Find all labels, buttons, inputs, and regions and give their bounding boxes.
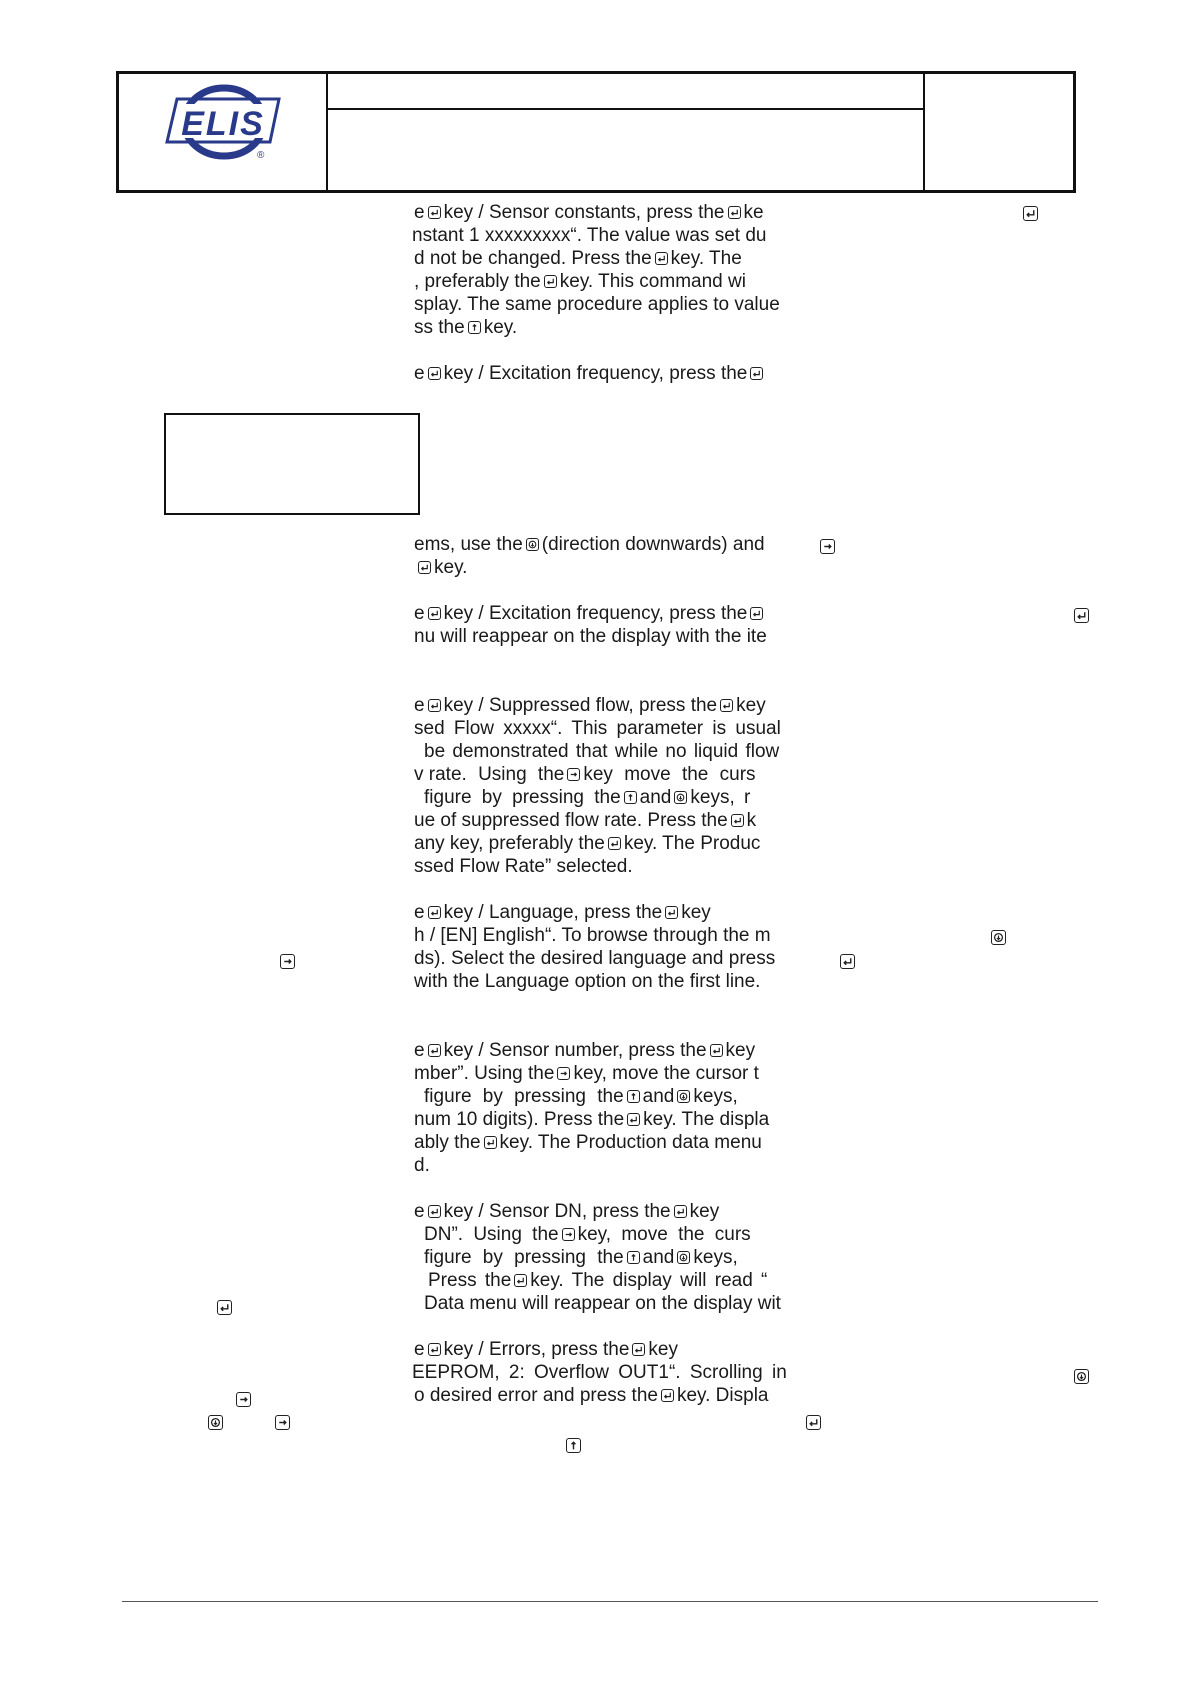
line-p1-5 <box>414 294 780 316</box>
p3-text-1b: (direction downwards) and <box>541 534 765 555</box>
down-arrow-key-icon <box>208 1415 223 1430</box>
p4-text-2: nu will reappear on the display with the ite <box>414 626 767 647</box>
p1-text-2: nstant 1 xxxxxxxxx“. The value was set du <box>412 225 767 246</box>
p7-text-1b: key <box>725 1040 756 1061</box>
line-p8-2 <box>424 1224 751 1246</box>
logo-cell <box>119 74 328 190</box>
line-p7-2 <box>414 1063 759 1085</box>
enter-key-icon <box>750 607 763 620</box>
up-arrow-key-icon <box>624 791 637 804</box>
p8-text-5: Data menu will reappear on the display wit <box>424 1293 781 1314</box>
p8-text-3: figure by pressing the <box>424 1247 624 1268</box>
p5-text-4b: key move the curs <box>583 764 756 785</box>
p3-text-2: key. <box>434 557 468 578</box>
enter-key-icon <box>418 561 431 574</box>
line-p6-3 <box>414 948 775 970</box>
p6-text-1b: key <box>681 902 711 923</box>
p1-text-6b: key. <box>483 317 518 338</box>
p7-text-3: figure by pressing the <box>424 1086 624 1107</box>
p9-text-2: EEPROM, 2: Overflow OUT1“. Scrolling in <box>412 1362 787 1383</box>
enter-key-icon <box>720 699 733 712</box>
enter-key-icon <box>1074 608 1089 623</box>
p6-text-3: ds). Select the desired language and press <box>414 948 776 969</box>
page-info-cell <box>925 74 1073 190</box>
p7-text-5b: key. The Production data menu <box>499 1132 762 1153</box>
line-p5-4: v rate. Using the key move the curs <box>414 764 756 785</box>
logo-text: ELIS <box>181 105 265 143</box>
enter-key-icon <box>661 1389 674 1402</box>
right-arrow-key-icon <box>280 954 295 969</box>
enter-key-icon <box>428 699 441 712</box>
logo-registered-mark: ® <box>257 150 265 161</box>
p8-text-3c: keys, <box>693 1247 738 1268</box>
p5-text-8: ssed Flow Rate” selected. <box>414 856 633 877</box>
p8-text-2: DN”. Using the <box>424 1224 559 1245</box>
p8-text-4: Press the <box>428 1270 512 1291</box>
p1-text-1: key / Sensor constants, press the <box>443 202 725 223</box>
p1-text-3: d not be changed. Press the <box>414 248 652 269</box>
p8-text-3b: and <box>642 1247 675 1268</box>
enter-key-icon <box>806 1415 821 1430</box>
enter-key-icon <box>428 1343 441 1356</box>
line-p4-2 <box>414 626 767 648</box>
enter-key-icon <box>750 367 763 380</box>
p6-text-2: h / [EN] English“. To browse through the m <box>414 925 771 946</box>
enter-key-icon <box>428 367 441 380</box>
line-p9-2 <box>412 1362 787 1384</box>
enter-key-icon <box>428 1205 441 1218</box>
down-arrow-key-icon <box>677 1090 690 1103</box>
enter-key-icon <box>674 1205 687 1218</box>
enter-key-icon <box>655 252 668 265</box>
p1-text-4: , preferably the <box>414 271 541 292</box>
p5-text-3: be demonstrated that while no liquid flow <box>424 741 780 762</box>
p4-text-1: key / Excitation frequency, press the <box>443 603 748 624</box>
line-p7-6 <box>414 1155 430 1177</box>
down-arrow-key-icon <box>526 538 539 551</box>
enter-key-icon <box>728 206 741 219</box>
p9-text-3b: key. Displa <box>676 1385 769 1406</box>
line-p9-1: e key / Errors, press the key <box>414 1339 678 1360</box>
enter-key-icon <box>217 1300 232 1315</box>
header-table <box>116 71 1076 193</box>
line-p7-5 <box>414 1132 762 1154</box>
line-p8-5 <box>424 1293 781 1315</box>
p7-text-5: ably the <box>414 1132 481 1153</box>
right-arrow-key-icon <box>567 768 580 781</box>
down-arrow-key-icon <box>674 791 687 804</box>
right-arrow-key-icon <box>275 1415 290 1430</box>
p8-text-1b: key <box>689 1201 720 1222</box>
line-p1-6 <box>414 317 517 339</box>
line-p5-3 <box>424 741 779 763</box>
p9-text-1b: key <box>648 1339 678 1360</box>
right-arrow-key-icon <box>820 539 835 554</box>
enter-key-icon <box>544 275 557 288</box>
p6-text-1: key / Language, press the <box>443 902 663 923</box>
right-arrow-key-icon <box>562 1228 575 1241</box>
p8-text-4b: key. The display will read “ <box>530 1270 768 1291</box>
p5-text-5: figure by pressing the <box>424 787 621 808</box>
right-arrow-key-icon <box>557 1067 570 1080</box>
p1-text-5: splay. The same procedure applies to value <box>414 294 780 315</box>
display-frame <box>164 413 420 515</box>
up-arrow-key-icon <box>627 1090 640 1103</box>
p5-text-4: rate. Using the <box>428 764 565 785</box>
line-p3-1 <box>414 534 765 556</box>
enter-key-icon <box>428 206 441 219</box>
line-p6-1: e key / Language, press the key <box>414 902 711 923</box>
up-arrow-key-icon <box>566 1438 581 1453</box>
p6-text-4: with the Language option on the first line. <box>414 971 761 992</box>
p5-text-7b: key. The Produc <box>623 833 761 854</box>
line-p5-7 <box>414 833 760 855</box>
enter-key-icon <box>840 954 855 969</box>
p8-text-1: key / Sensor DN, press the <box>443 1201 671 1222</box>
enter-key-icon <box>484 1136 497 1149</box>
line-p7-4 <box>414 1109 769 1131</box>
p7-text-3b: and <box>642 1086 675 1107</box>
title-divider <box>328 108 923 110</box>
enter-key-icon <box>1023 206 1038 221</box>
enter-key-icon <box>428 906 441 919</box>
line-p5-8 <box>414 856 633 878</box>
p1-text-6: ss the <box>414 317 465 338</box>
line-p8-1: e key / Sensor DN, press the key <box>414 1201 720 1222</box>
line-p6-2 <box>414 925 771 947</box>
enter-key-icon <box>627 1113 640 1126</box>
enter-key-icon <box>665 906 678 919</box>
p7-text-2: mber”. Using the <box>414 1063 555 1084</box>
p9-text-3: o desired error and press the <box>414 1385 658 1406</box>
line-p7-3 <box>424 1086 738 1108</box>
p5-text-7: any key, preferably the <box>414 833 605 854</box>
line-p1-2 <box>412 225 766 247</box>
p8-text-2b: key, move the curs <box>577 1224 751 1245</box>
p5-text-1: key / Suppressed flow, press the <box>443 695 718 716</box>
line-p6-4 <box>414 971 760 993</box>
line-p3-2 <box>418 557 467 579</box>
p5-text-2: sed Flow xxxxx“. This parameter is usual <box>414 718 781 739</box>
elis-logo <box>119 74 328 190</box>
up-arrow-key-icon <box>468 321 481 334</box>
down-arrow-key-icon <box>677 1251 690 1264</box>
line-p8-3 <box>424 1247 738 1269</box>
enter-key-icon <box>428 1044 441 1057</box>
p7-text-6: d. <box>414 1155 430 1176</box>
up-arrow-key-icon <box>627 1251 640 1264</box>
p7-text-4: num 10 digits). Press the <box>414 1109 625 1130</box>
footer-rule <box>122 1601 1098 1602</box>
p3-text-1: ems, use the <box>414 534 523 555</box>
down-arrow-key-icon <box>1074 1369 1089 1384</box>
line-p5-5 <box>424 787 750 809</box>
line-p5-2 <box>414 718 781 740</box>
line-p5-1: e key / Suppressed flow, press the key <box>414 695 766 716</box>
p7-text-4b: key. The displa <box>643 1109 770 1130</box>
p5-text-1b: key <box>736 695 766 716</box>
line-p7-1: e key / Sensor number, press the key <box>414 1040 756 1061</box>
down-arrow-key-icon <box>991 930 1006 945</box>
enter-key-icon <box>608 837 621 850</box>
p5-text-6b: k <box>746 810 757 831</box>
text-column <box>412 200 810 1440</box>
line-p4-1: e key / Excitation frequency, press the <box>414 603 766 625</box>
line-p5-6 <box>414 810 756 832</box>
title-cell <box>328 74 925 190</box>
enter-key-icon <box>632 1343 645 1356</box>
p7-text-2b: key, move the cursor t <box>573 1063 759 1084</box>
p1-text-1b: ke <box>743 202 764 223</box>
line-p2-1: e key / Excitation frequency, press the <box>414 363 766 385</box>
enter-key-icon <box>731 814 744 827</box>
p7-text-3c: keys, <box>693 1086 738 1107</box>
line-p1-1: e key / Sensor constants, press the ke <box>414 202 764 223</box>
line-p1-4 <box>414 271 746 293</box>
p9-text-1: key / Errors, press the <box>443 1339 630 1360</box>
line-p1-3 <box>414 248 742 270</box>
p1-text-4b: key. This command wi <box>559 271 746 292</box>
right-arrow-key-icon <box>236 1392 251 1407</box>
p7-text-1: key / Sensor number, press the <box>443 1040 707 1061</box>
enter-key-icon <box>428 607 441 620</box>
enter-key-icon <box>710 1044 723 1057</box>
line-p8-4 <box>428 1270 767 1292</box>
enter-key-icon <box>514 1274 527 1287</box>
p5-text-5c: keys, r <box>690 787 751 808</box>
p5-text-6: ue of suppressed flow rate. Press the <box>414 810 728 831</box>
line-p9-3 <box>414 1385 768 1407</box>
p2-text-1: key / Excitation frequency, press the <box>443 363 748 384</box>
p1-text-3b: key. The <box>670 248 742 269</box>
p5-text-5b: and <box>639 787 672 808</box>
